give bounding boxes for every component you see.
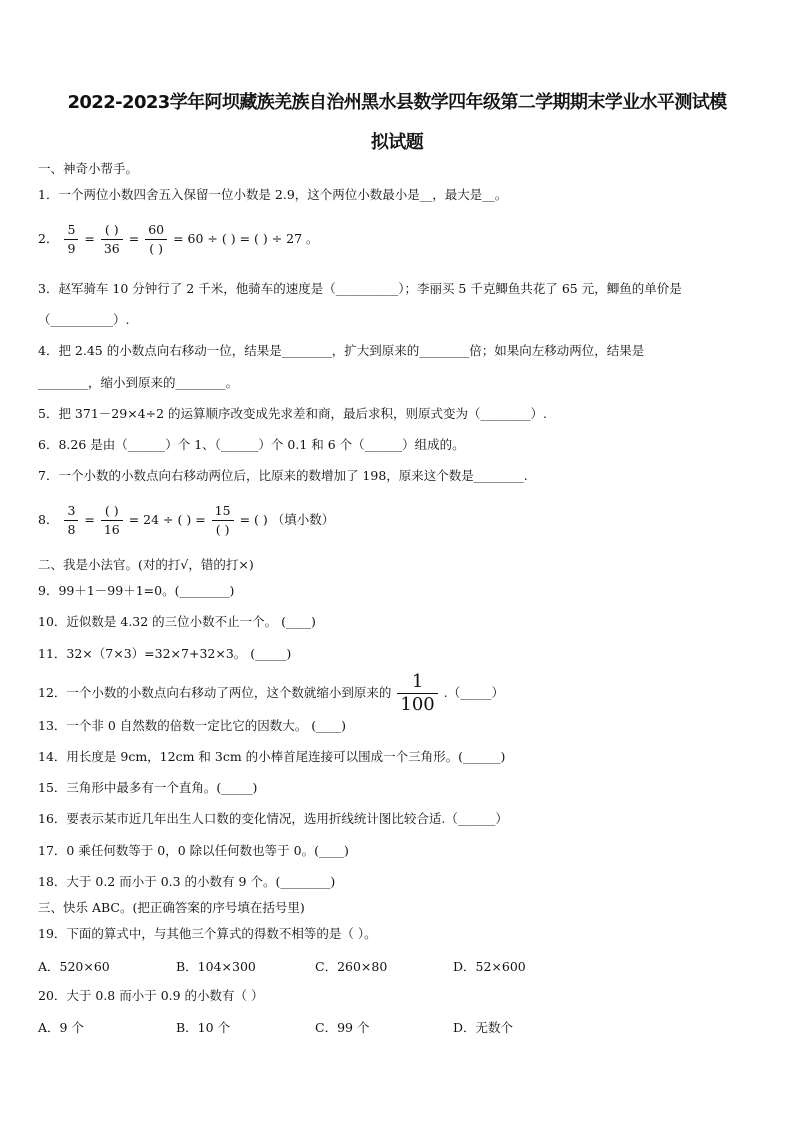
question-11: 11．32×（7×3）=32×7+32×3。 (_____)	[38, 646, 292, 661]
question-1: 1．一个两位小数四舍五入保留一位小数是 2.9，这个两位小数最小是__，最大是__。	[38, 187, 508, 202]
question-5: 5．把 371－29×4÷2 的运算顺序改变成先求差和商，最后求积，则原式变为（________）.	[38, 406, 547, 421]
question-14: 14．用长度是 9cm，12cm 和 3cm 的小棒首尾连接可以围成一个三角形。(______)	[38, 749, 506, 764]
question-20-option-b: B．10 个	[176, 1020, 231, 1035]
question-4-line-1: 4．把 2.45 的小数点向右移动一位，结果是________，扩大到原来的________倍；如果向左移动两位，结果是	[38, 343, 645, 358]
question-8-number: 8．	[38, 512, 59, 527]
exam-title-line1: 2022-2023学年阿坝藏族羌族自治州黑水县数学四年级第二学期期末学业水平测试模	[67, 92, 727, 113]
section-3-heading: 三、快乐 ABC。(把正确答案的序号填在括号里)	[38, 900, 305, 915]
question-10: 10．近似数是 4.32 的三位小数不止一个。 (____)	[38, 614, 316, 629]
question-8-fraction-1: $\frac{3}{8}$	[64, 503, 78, 538]
question-2-number: 2．	[38, 231, 59, 246]
question-15: 15．三角形中最多有一个直角。(_____)	[38, 780, 258, 795]
question-18: 18．大于 0.2 而小于 0.3 的小数有 9 个。(________)	[38, 874, 336, 889]
question-20: 20．大于 0.8 而小于 0.9 的小数有（ ）	[38, 988, 264, 1003]
question-7: 7．一个小数的小数点向右移动两位后，比原来的数增加了 198，原来这个数是________.	[38, 468, 528, 483]
section-1-heading: 一、神奇小帮手。	[38, 161, 139, 176]
question-2-fraction-1: $\frac{5}{9}$	[64, 222, 78, 257]
question-8-fraction-3: $\frac{15}{( )}$	[212, 503, 234, 538]
question-3-line-1: 3．赵军骑车 10 分钟行了 2 千米，他骑车的速度是（__________）；李丽买 5 千克鲫鱼共花了 65 元，鲫鱼的单价是	[38, 281, 682, 296]
question-20-option-a: A．9 个	[38, 1020, 84, 1035]
question-19-option-c: C．260×80	[315, 959, 388, 974]
question-12-text: 12．一个小数的小数点向右移动了两位，这个数就缩小到原来的	[38, 685, 392, 700]
question-6: 6．8.26 是由（______）个 1、（______）个 0.1 和 6 个（______）组成的。	[38, 437, 465, 452]
question-20-option-c: C．99 个	[315, 1020, 370, 1035]
question-8-middle: = 24 ÷ ( ) =	[128, 512, 206, 527]
question-8-fraction-2: $\frac{( )}{16}$	[101, 503, 123, 538]
question-2: 2． $\frac{5}{9}$ = $\frac{( )}{36}$ = $\frac{60}{( )}$ = 60 ÷ ( ) = ( ) ÷ 27 。	[38, 222, 319, 256]
question-20-option-d: D．无数个	[453, 1020, 514, 1035]
question-19-option-a: A．520×60	[38, 959, 110, 974]
question-19-option-b: B．104×300	[176, 959, 256, 974]
question-8: 8． $\frac{3}{8}$ = $\frac{( )}{16}$ = 24 ÷ ( ) = $\frac{15}{( )}$ = ( ) （填小数）	[38, 503, 335, 537]
question-4-line-2: ________，缩小到原来的________。	[38, 375, 239, 390]
section-2-heading: 二、我是小法官。(对的打√，错的打×)	[38, 557, 254, 572]
question-16: 16．要表示某市近几年出生人口数的变化情况，选用折线统计图比较合适.（______）	[38, 811, 508, 826]
question-13: 13．一个非 0 自然数的倍数一定比它的因数大。 (____)	[38, 718, 347, 733]
question-12-fraction: $\frac{1}{100}$	[397, 672, 437, 715]
question-9: 9．99＋1－99＋1=0。(________)	[38, 583, 235, 598]
question-3-line-2: （__________）.	[38, 312, 130, 327]
question-12-tail: .（_____）	[443, 685, 504, 700]
exam-title-line2: 拟试题	[370, 132, 424, 153]
question-17: 17．0 乘任何数等于 0，0 除以任何数也等于 0。(____)	[38, 843, 349, 858]
question-2-fraction-3: $\frac{60}{( )}$	[145, 222, 167, 257]
question-19-option-d: D．52×600	[453, 959, 526, 974]
question-19: 19．下面的算式中，与其他三个算式的得数不相等的是（ ）。	[38, 926, 377, 941]
question-2-tail: = 60 ÷ ( ) = ( ) ÷ 27 。	[173, 231, 319, 246]
question-12	[38, 672, 504, 715]
question-2-fraction-2: $\frac{( )}{36}$	[101, 222, 123, 257]
question-8-tail: = ( ) （填小数）	[239, 512, 335, 527]
